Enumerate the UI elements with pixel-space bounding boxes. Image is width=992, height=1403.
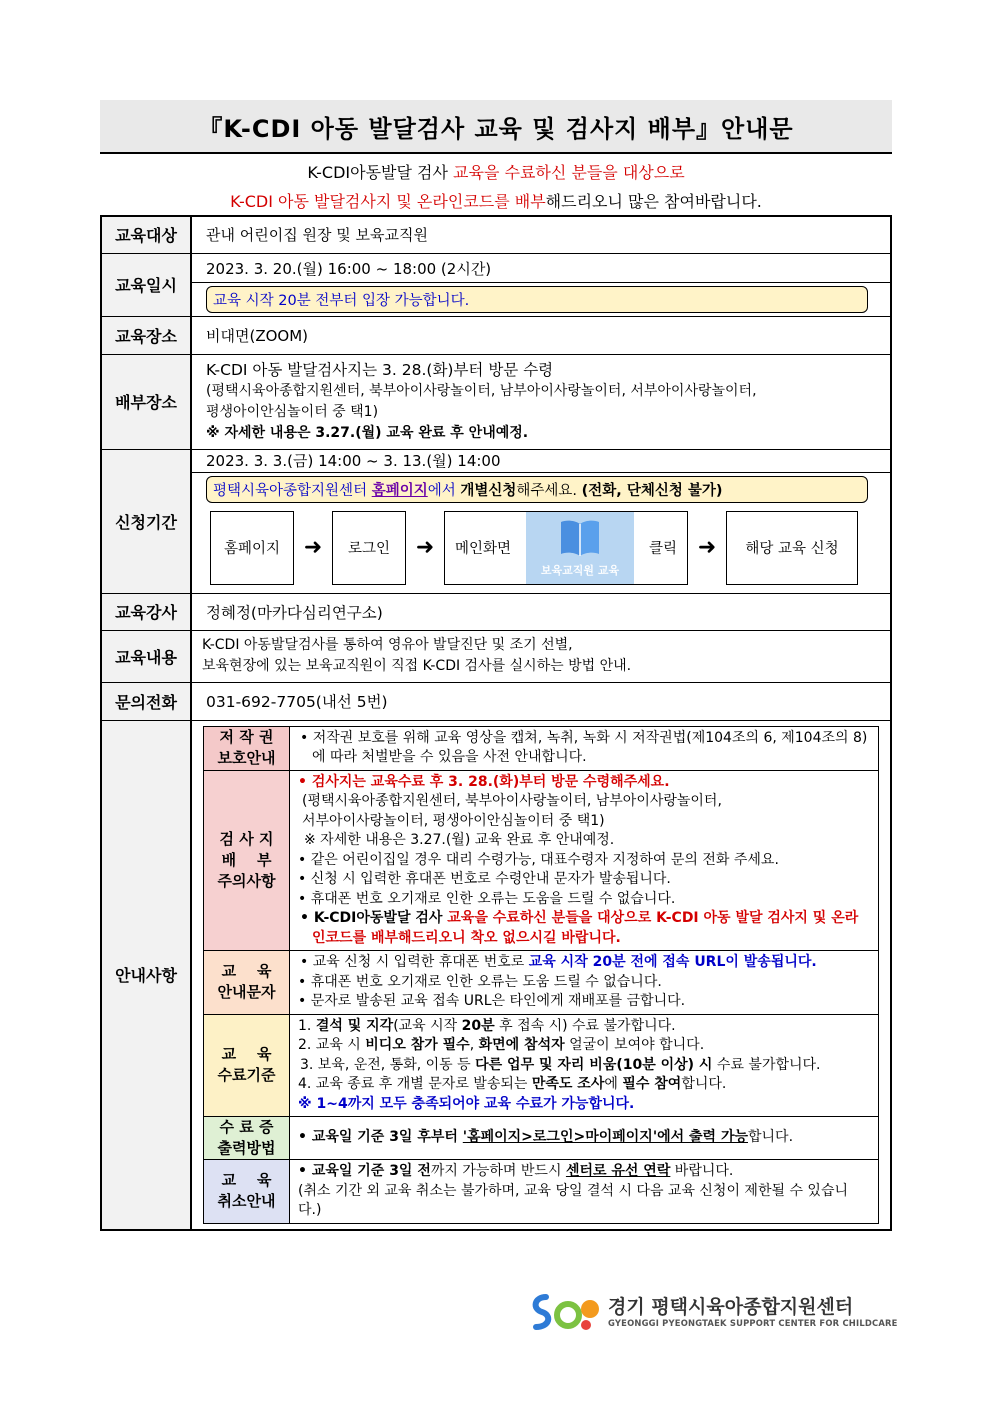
- apply-period: 2023. 3. 3.(금) 14:00 ~ 3. 13.(월) 14:00: [192, 450, 890, 473]
- center-name-korean: 경기 평택시육아종합지원센터: [608, 1296, 854, 1318]
- value-place: 비대면(ZOOM): [191, 316, 891, 354]
- row-distribution: [101, 354, 891, 449]
- value-lecturer: 정혜정(마카다심리연구소): [191, 593, 891, 630]
- label-cancel: 교 육 취소안내: [204, 1160, 290, 1224]
- label-lecturer: 교육강사: [101, 593, 191, 630]
- notice-copyright: [204, 726, 879, 770]
- text-sms: • 교육 신청 시 입력한 휴대폰 번호로 교육 시작 20분 전에 접속 URL이 발송됩니다. • 휴대폰 번호 오기재로 인한 오류는 도움 드릴 수 없습니다. • 문자로 발송된 교육 접속 URL은 타인에게 재배포를 금합니다.: [290, 951, 879, 1015]
- arrow-icon: ➜: [303, 535, 323, 560]
- text-copyright: • 저작권 보호를 위해 교육 영상을 캡쳐, 녹취, 녹화 시 저작권법(제104조의 6, 제104조의 8)에 따라 처벌받을 수 있음을 사전 안내합니다.: [290, 726, 879, 770]
- label-copyright: 저 작 권 보호안내: [204, 726, 290, 770]
- notice-cancel: [204, 1160, 879, 1224]
- label-distribution-caution: 검 사 지 배 부 주의사항: [204, 770, 290, 951]
- label-sms: 교 육 안내문자: [204, 951, 290, 1015]
- value-content: K-CDI 아동발달검사를 통하여 영유아 발달진단 및 조기 선별, 보육현장에 있는 보육교직원이 직접 K-CDI 검사를 실시하는 방법 안내.: [191, 630, 891, 682]
- row-date: [101, 253, 891, 316]
- document-title: 『K-CDI 아동 발달검사 교육 및 검사지 배부』안내문: [100, 100, 892, 154]
- info-table: [100, 215, 892, 1231]
- value-notice: [191, 720, 891, 1230]
- label-notice: 안내사항: [101, 720, 191, 1230]
- notice-completion: [204, 1014, 879, 1117]
- apply-flow: [210, 511, 882, 585]
- value-target: 관내 어린이집 원장 및 보육교직원: [191, 216, 891, 253]
- date-note: 교육 시작 20분 전부터 입장 가능합니다.: [206, 286, 868, 313]
- center-name-english: GYEONGGI PYEONGTAEK SUPPORT CENTER FOR CHILDCARE: [608, 1318, 898, 1328]
- text-cancel: • 교육일 기준 3일 전까지 가능하며 반드시 센터로 유선 연락 바랍니다. (취소 기간 외 교육 취소는 불가하며, 교육 당일 결석 시 다음 교육 신청이 제한될 수 있습니다.): [290, 1160, 879, 1224]
- book-icon: [558, 518, 602, 558]
- value-distribution: K-CDI 아동 발달검사지는 3. 28.(화)부터 방문 수령 (평택시육아종합지원센터, 북부아이사랑놀이터, 남부아이사랑놀이터, 서부아이사랑놀이터, 평생아이안심놀이터 중 택1) ※ 자세한 내용은 3.27.(월) 교육 완료 후 안내예정.: [191, 354, 891, 449]
- label-phone: 문의전화: [101, 682, 191, 720]
- step-apply-course: 해당 교육 신청: [726, 511, 858, 585]
- label-date: 교육일시: [101, 253, 191, 316]
- text-distribution-caution: • 검사지는 교육수료 후 3. 28.(화)부터 방문 수령해주세요. (평택시육아종합지원센터, 북부아이사랑놀이터, 남부아이사랑놀이터, 서부아이사랑놀이터, 평생아이안심놀이터 중 택1) ※ 자세한 내용은 3.27.(월) 교육 완료 후 안내예정. • 같은 어린이집일 경우 대리 수령가능, 대표수령자 지정하여 문의 전화 주세요. • 신청 시 입력한 휴대폰 번호로 수령안내 문자가 발송됩니다. • 휴대폰 번호 오기재로 인한 오류는 도움을 드릴 수 없습니다. • K-CDI아동발달 검사 교육을 수료하신 분들을 대상으로 K-CDI 아동 발달 검사지 및 온라인코드를 배부해드리오니 착오 없으시길 바랍니다.: [290, 770, 879, 951]
- notice-distribution: [204, 770, 879, 951]
- value-phone: 031-692-7705(내선 5번): [191, 682, 891, 720]
- row-lecturer: [101, 593, 891, 630]
- step-homepage: 홈페이지: [210, 511, 294, 585]
- label-completion: 교 육 수료기준: [204, 1014, 290, 1117]
- text-completion: 1. 결석 및 지각(교육 시작 20분 후 접속 시) 수료 불가합니다. 2. 교육 시 비디오 참가 필수, 화면에 참석자 얼굴이 보여야 합니다. 3. 보육, 운전, 통화, 이동 등 다른 업무 및 자리 비움(10분 이상) 시 수료 불가합니다. 4. 교육 종료 후 개별 문자로 발송되는 만족도 조사에 필수 참여합니다. ※ 1~4까지 모두 충족되어야 교육 수료가 가능합니다.: [290, 1014, 879, 1117]
- center-logo-icon: [528, 1291, 602, 1333]
- arrow-icon: ➜: [697, 535, 717, 560]
- value-apply: [191, 449, 891, 593]
- row-content: [101, 630, 891, 682]
- date-time: 2023. 3. 20.(월) 16:00 ~ 18:00 (2시간): [192, 254, 890, 283]
- row-target: [101, 216, 891, 253]
- row-apply: [101, 449, 891, 593]
- apply-note: 평택시육아종합지원센터 홈페이지에서 개별신청해주세요. (전화, 단체신청 불가): [206, 476, 868, 503]
- intro-text: K-CDI아동발달 검사 교육을 수료하신 분들을 대상으로 K-CDI 아동 발달검사지 및 온라인코드를 배부해드리오니 많은 참여바랍니다.: [230, 163, 762, 211]
- row-phone: [101, 682, 891, 720]
- label-content: 교육내용: [101, 630, 191, 682]
- row-place: [101, 316, 891, 354]
- notice-sms: [204, 951, 879, 1015]
- label-distribution: 배부장소: [101, 354, 191, 449]
- label-apply: 신청기간: [101, 449, 191, 593]
- teacher-education-tile: 보육교직원 교육: [526, 512, 634, 584]
- text-certificate: • 교육일 기준 3일 후부터 '홈페이지>로그인>마이페이지'에서 출력 가능합니다.: [290, 1117, 879, 1160]
- step-login: 로그인: [332, 511, 406, 585]
- step-main-screen: 메인화면 보육교직원 교육 클릭: [444, 511, 688, 585]
- footer-logo: [528, 1290, 898, 1334]
- label-place: 교육장소: [101, 316, 191, 354]
- arrow-icon: ➜: [415, 535, 435, 560]
- label-certificate: 수 료 증 출력방법: [204, 1117, 290, 1160]
- notice-certificate: [204, 1117, 879, 1160]
- notice-table: [203, 726, 879, 1224]
- value-date: [191, 253, 891, 316]
- row-notice: [101, 720, 891, 1230]
- label-target: 교육대상: [101, 216, 191, 253]
